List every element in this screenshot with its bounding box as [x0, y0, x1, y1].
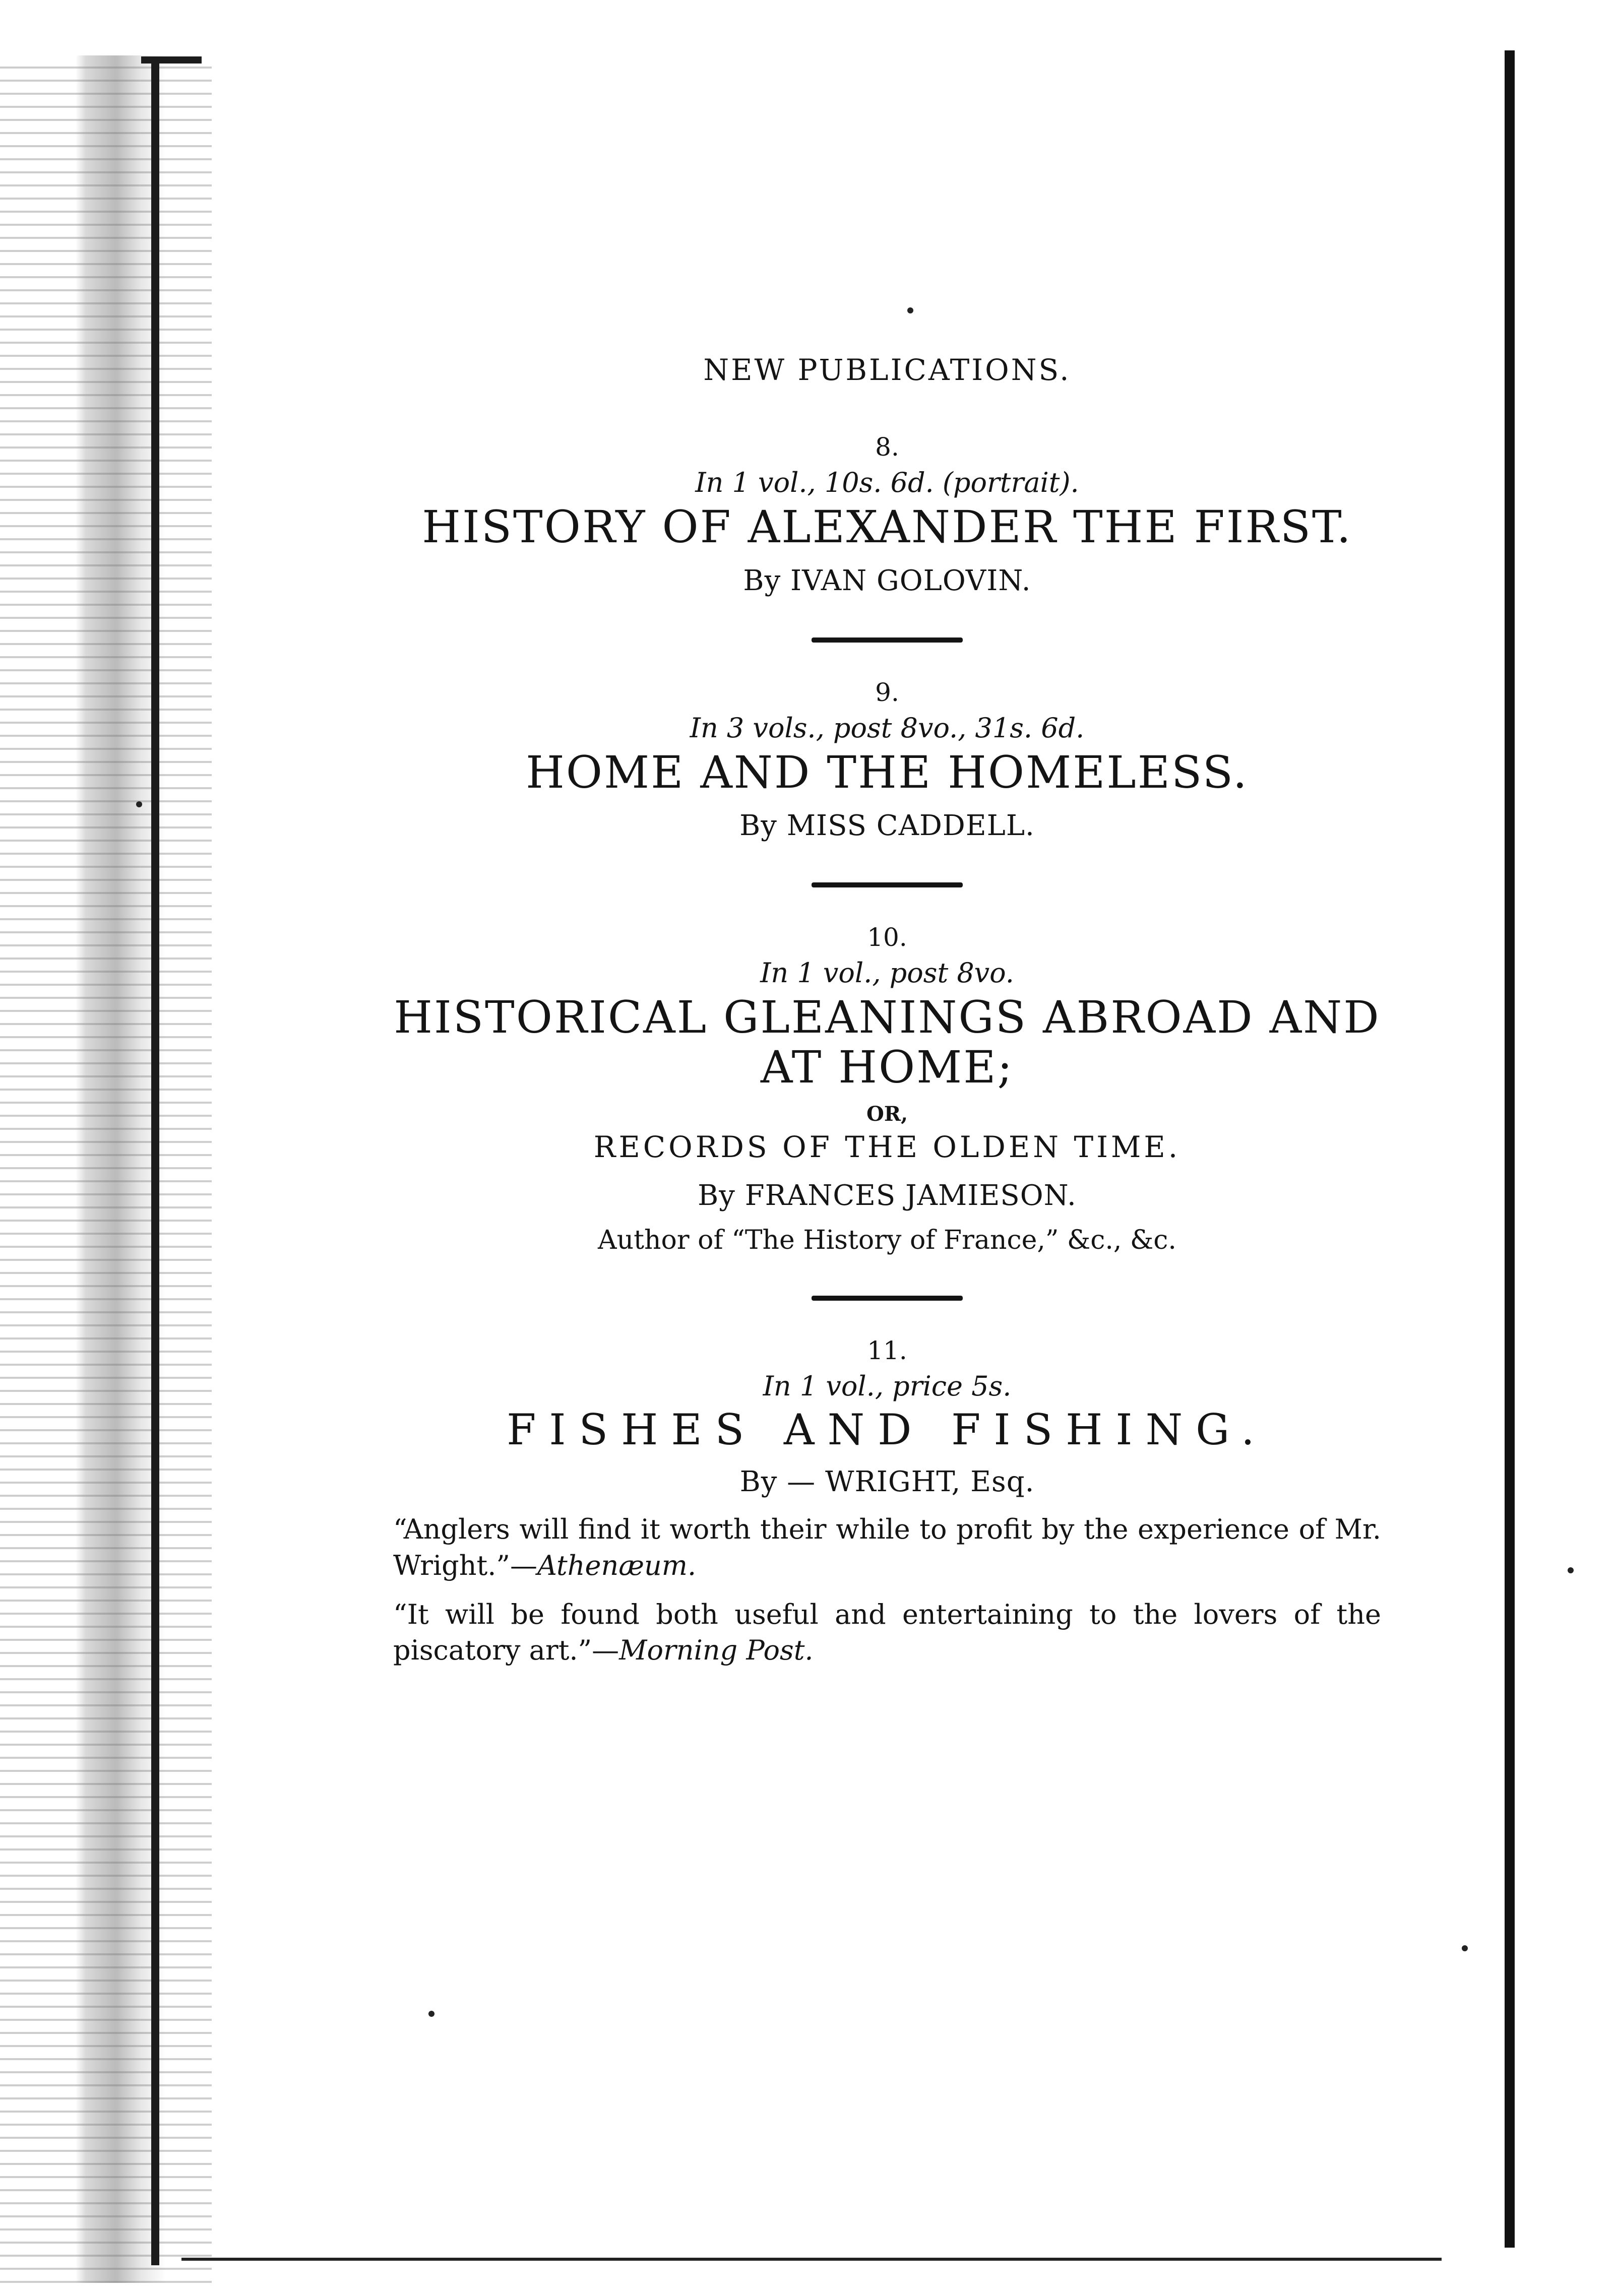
entry-author: By MISS CADDELL.	[739, 809, 1035, 843]
binding-edge	[0, 55, 212, 2283]
entry-author: By — WRIGHT, Esq.	[739, 1465, 1035, 1499]
entry-note: Author of “The History of France,” &c., &c.	[598, 1225, 1176, 1256]
publication-entry	[393, 432, 1381, 597]
entry-number: 9.	[875, 677, 899, 707]
entry-or: OR,	[866, 1102, 908, 1126]
publication-entry	[393, 1336, 1381, 1668]
entry-number: 11.	[867, 1336, 907, 1366]
entry-number: 10.	[867, 923, 907, 952]
section-divider	[812, 882, 963, 887]
scan-speck	[1568, 1567, 1574, 1573]
scan-speck	[1462, 1945, 1468, 1951]
entry-details: In 3 vols., post 8vo., 31s. 6d.	[690, 712, 1085, 744]
entry-title-line-2: AT HOME;	[760, 1041, 1014, 1093]
scan-speck	[907, 307, 913, 313]
page-right-border	[1505, 50, 1515, 2248]
publication-entry	[393, 923, 1381, 1255]
page-header: NEW PUBLICATIONS.	[703, 353, 1071, 387]
publication-entry	[393, 678, 1381, 843]
entry-details: In 1 vol., price 5s.	[763, 1370, 1012, 1402]
scan-speck	[428, 2011, 434, 2017]
review-quote	[393, 1597, 1381, 1669]
scan-top-mark	[141, 56, 202, 63]
page-left-border	[151, 58, 159, 2265]
review-quote	[393, 1511, 1381, 1583]
quote-text: “Anglers will find it worth their while to profit by the experience of Mr. Wright.”—	[393, 1513, 1381, 1581]
entry-author: By FRANCES JAMIESON.	[698, 1179, 1077, 1213]
entry-title: FISHES AND FISHING.	[507, 1405, 1268, 1455]
page-content	[393, 353, 1381, 1668]
entry-subtitle: RECORDS OF THE OLDEN TIME.	[593, 1130, 1181, 1165]
entry-title: HOME AND THE HOMELESS.	[526, 746, 1249, 798]
section-divider	[812, 1296, 963, 1301]
entry-number: 8.	[875, 432, 899, 462]
quote-text: “It will be found both useful and entertaining to the lovers of the piscatory art.”—	[393, 1598, 1381, 1667]
page-bottom-border	[181, 2258, 1442, 2261]
entry-title-line-1: HISTORICAL GLEANINGS ABROAD AND	[394, 991, 1381, 1044]
quote-source: Athenæum.	[537, 1549, 697, 1581]
entry-author: By IVAN GOLOVIN.	[743, 564, 1031, 597]
section-divider	[812, 637, 963, 643]
quote-source: Morning Post.	[619, 1634, 814, 1667]
entry-details: In 1 vol., post 8vo.	[760, 957, 1014, 989]
entry-details: In 1 vol., 10s. 6d. (portrait).	[695, 467, 1079, 498]
scan-speck	[136, 801, 142, 807]
entry-title: HISTORY OF ALEXANDER THE FIRST.	[422, 501, 1352, 553]
